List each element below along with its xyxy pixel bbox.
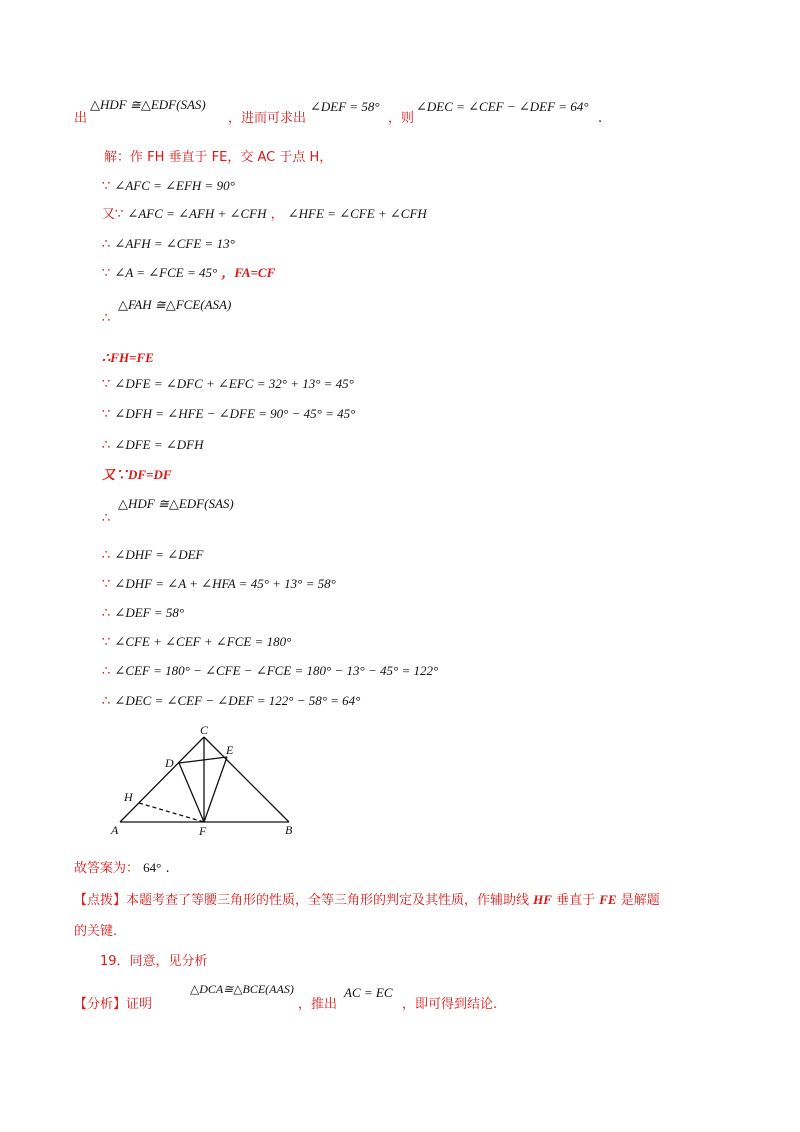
step-3-symbol: ∵ bbox=[102, 266, 111, 281]
step-12-expr: ∠DHF = ∠A + ∠HFA = 45° + 13° = 58° bbox=[114, 576, 336, 591]
step-0-expr: ∠AFC = ∠EFH = 90° bbox=[114, 178, 235, 193]
step-2-expr: ∠AFH = ∠CFE = 13° bbox=[114, 236, 235, 251]
step-0-symbol: ∵ bbox=[102, 179, 111, 194]
label-h: H bbox=[124, 790, 133, 804]
intro-period: . bbox=[598, 111, 603, 126]
tip-line-2: 的关键. bbox=[74, 924, 118, 939]
step-1-sep: ， bbox=[270, 207, 284, 222]
step-7-expr: ∠DFH = ∠HFE − ∠DFE = 90° − 45° = 45° bbox=[114, 406, 356, 421]
intro-formula-congruence: △HDF ≅△EDF(SAS) bbox=[90, 97, 206, 112]
label-b: B bbox=[285, 823, 293, 837]
analysis-formula-congruence: △DCA≅△BCE(AAS) bbox=[190, 982, 294, 996]
tip-line-1 bbox=[74, 892, 660, 909]
step-11-expr: ∠DHF = ∠DEF bbox=[114, 547, 204, 562]
intro-formula-angle-def: ∠DEF = 58° bbox=[310, 99, 380, 114]
analysis-t1: 证明 bbox=[126, 997, 153, 1012]
step-6 bbox=[102, 376, 354, 393]
segment-de bbox=[179, 757, 227, 763]
geometry-figure bbox=[105, 722, 305, 840]
step-14 bbox=[102, 634, 291, 651]
label-c: C bbox=[200, 723, 209, 737]
label-a: A bbox=[111, 823, 119, 837]
step-14-symbol: ∵ bbox=[102, 635, 111, 650]
analysis-t2: ，推出 bbox=[298, 997, 338, 1012]
segment-df bbox=[179, 763, 204, 822]
step-10-expr: △HDF ≅△EDF(SAS) bbox=[118, 496, 234, 511]
step-15-symbol: ∴ bbox=[102, 664, 111, 679]
tip-text-c: 是解题 bbox=[616, 893, 660, 908]
intro-formula-angle-dec: ∠DEC = ∠CEF − ∠DEF = 64° bbox=[416, 99, 589, 114]
step-1 bbox=[102, 206, 427, 223]
step-2 bbox=[102, 236, 235, 253]
step-12 bbox=[102, 576, 336, 593]
answer-line bbox=[74, 860, 170, 877]
analysis-tag-text bbox=[74, 997, 152, 1013]
step-3 bbox=[102, 265, 275, 282]
step-12-symbol: ∵ bbox=[102, 577, 111, 592]
label-e: E bbox=[226, 743, 234, 757]
intro-text-2: ，则 bbox=[388, 111, 415, 126]
q19-title: 19．同意，见分析 bbox=[100, 954, 208, 969]
segment-ef bbox=[204, 757, 227, 822]
tip-tag: 【点拨】 bbox=[74, 893, 127, 908]
step-9-text: 又∵DF=DF bbox=[102, 467, 172, 482]
step-16-expr: ∠DEC = ∠CEF − ∠DEF = 122° − 58° = 64° bbox=[114, 693, 361, 708]
label-f: F bbox=[199, 824, 207, 838]
segment-cb bbox=[204, 737, 289, 822]
step-15-expr: ∠CEF = 180° − ∠CFE − ∠FCE = 180° − 13° − 45° = 122° bbox=[114, 663, 439, 678]
step-4-expr: △FAH ≅△FCE(ASA) bbox=[118, 297, 232, 312]
tip-hf: HF bbox=[533, 892, 552, 907]
analysis-formula-ac-ec: AC = EC bbox=[344, 985, 393, 1000]
step-4-symbol: ∴ bbox=[102, 311, 111, 326]
tip-fe: FE bbox=[599, 892, 617, 907]
analysis-tag: 【分析】 bbox=[74, 997, 127, 1012]
step-3-expr: ∠A = ∠FCE = 45° bbox=[114, 265, 218, 280]
step-6-symbol: ∵ bbox=[102, 377, 111, 392]
step-7-symbol: ∵ bbox=[102, 407, 111, 422]
step-7 bbox=[102, 406, 355, 423]
step-1-expr2: ∠HFE = ∠CFE + ∠CFH bbox=[287, 206, 427, 221]
tip-text-b: 垂直于 bbox=[551, 893, 600, 908]
step-2-symbol: ∴ bbox=[102, 237, 111, 252]
step-6-expr: ∠DFE = ∠DFC + ∠EFC = 32° + 13° = 45° bbox=[114, 376, 354, 391]
step-13 bbox=[102, 605, 184, 622]
segment-hf bbox=[139, 803, 204, 822]
step-14-expr: ∠CFE + ∠CEF + ∠FCE = 180° bbox=[114, 634, 292, 649]
answer-end: . bbox=[165, 861, 170, 876]
step-10-symbol: ∴ bbox=[102, 511, 111, 526]
step-0 bbox=[102, 178, 235, 195]
step-15 bbox=[102, 663, 438, 680]
step-13-symbol: ∴ bbox=[102, 606, 111, 621]
step-8-symbol: ∴ bbox=[102, 438, 111, 453]
analysis-t3: ，即可得到结论. bbox=[402, 997, 498, 1012]
intro-text-1: ，进而可求出 bbox=[228, 111, 307, 126]
step-16-symbol: ∴ bbox=[102, 694, 111, 709]
step-1-expr: ∠AFC = ∠AFH + ∠CFH bbox=[127, 206, 267, 221]
step-13-expr: ∠DEF = 58° bbox=[114, 605, 185, 620]
step-11-symbol: ∴ bbox=[102, 548, 111, 563]
step-8-expr: ∠DFE = ∠DFH bbox=[114, 437, 204, 452]
step-3-extra: ，FA=CF bbox=[221, 265, 276, 280]
label-d: D bbox=[165, 756, 174, 770]
solution-header: 解：作 FH 垂直于 FE，交 AC 于点 H， bbox=[104, 150, 333, 165]
answer-label: 故答案为： bbox=[74, 861, 140, 876]
step-1-symbol: 又∵ bbox=[102, 207, 124, 222]
step-5-text: ∴FH=FE bbox=[102, 350, 154, 365]
tip-text-a: 本题考查了等腰三角形的性质，全等三角形的判定及其性质，作辅助线 bbox=[126, 893, 534, 908]
step-16 bbox=[102, 693, 360, 710]
answer-value: 64° bbox=[143, 860, 162, 875]
step-11 bbox=[102, 547, 203, 564]
intro-chu: 出 bbox=[74, 111, 88, 126]
step-8 bbox=[102, 437, 203, 454]
